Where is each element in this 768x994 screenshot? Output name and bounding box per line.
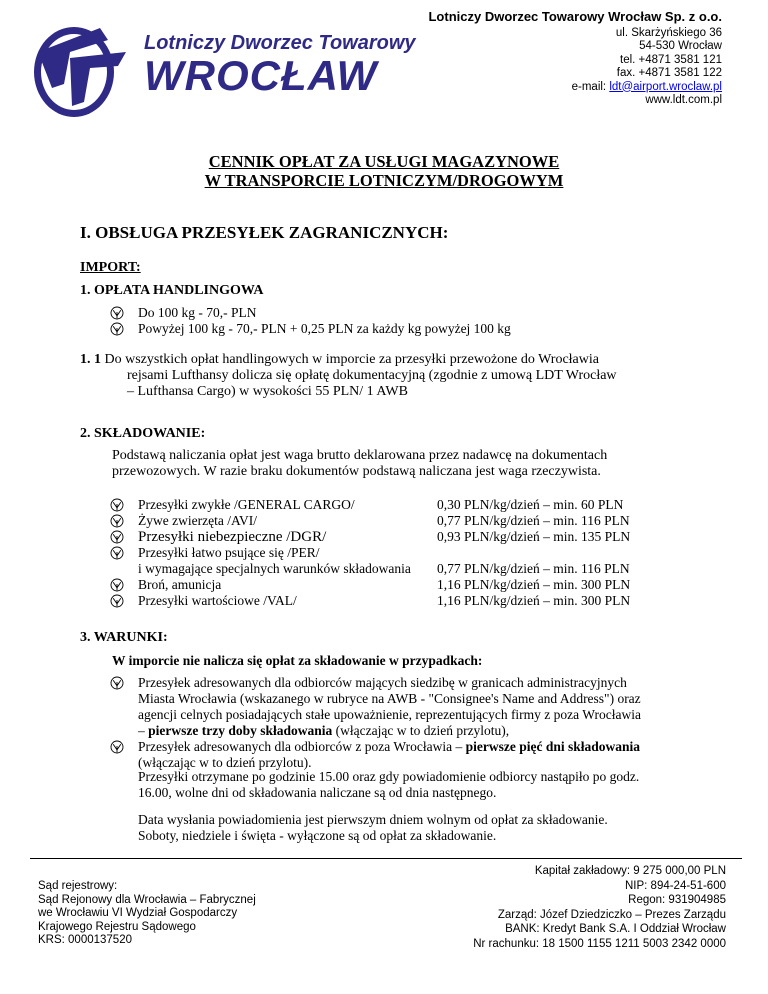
fax: fax. +4871 3581 122 — [616, 67, 722, 79]
website: www.ldt.com.pl — [645, 94, 722, 106]
company-name: Lotniczy Dworzec Towarowy Wrocław Sp. z o.o. — [428, 9, 722, 24]
handling-heading: 1. OPŁATA HANDLINGOWA — [80, 283, 264, 298]
note-1-1-line2: rejsami Lufthansy dolicza się opłatę dokumentacyjną (zgodnie z umową LDT Wrocław — [127, 368, 617, 383]
conditions-para2-line2: Soboty, niedziele i święta - wyłączone są od opłat za składowanie. — [138, 828, 497, 843]
title-line1: CENNIK OPŁAT ZA USŁUGI MAGAZYNOWE — [208, 152, 560, 171]
bullet-icon — [110, 514, 124, 528]
storage-rate: 0,93 PLN/kg/dzień – min. 135 PLN — [437, 529, 631, 544]
address-city: 54-530 Wrocław — [639, 40, 722, 52]
email-link[interactable]: ldt@airport.wroclaw.pl — [609, 80, 722, 93]
conditions-subheading: W imporcie nie nalicza się opłat za składowanie w przypadkach: — [112, 653, 483, 668]
conditions-heading: 3. WARUNKI: — [80, 630, 168, 645]
list-item: Do 100 kg - 70,- PLN — [112, 305, 257, 321]
phone: tel. +4871 3581 121 — [620, 53, 722, 66]
storage-heading: 2. SKŁADOWANIE: — [80, 426, 206, 441]
bullet-icon — [110, 498, 124, 512]
note-number: 1. 1 — [80, 352, 101, 367]
logo-text-line1: Lotniczy Dworzec Towarowy — [144, 32, 416, 54]
list-item: Przesyłek adresowanych dla odbiorców z poza Wrocławia – pierwsze pięć dni składowania — [112, 739, 640, 755]
bold-phrase: pierwsze pięć dni składowania — [465, 739, 640, 754]
storage-intro-line1: Podstawą naliczania opłat jest waga brutto deklarowana przez nadawcę na dokumentach — [112, 448, 608, 463]
list-item: Przesyłki wartościowe /VAL/ — [112, 593, 297, 609]
email-label: e-mail: — [571, 80, 610, 93]
bullet-icon — [110, 594, 124, 608]
bullet-icon — [110, 546, 124, 560]
bullet-icon — [110, 676, 124, 690]
list-item: Przesyłki łatwo psujące się /PER/ — [112, 545, 319, 561]
bold-phrase: pierwsze trzy doby składowania — [148, 723, 333, 738]
storage-rate: 1,16 PLN/kg/dzień – min. 300 PLN — [437, 577, 631, 592]
storage-rate: 0,30 PLN/kg/dzień – min. 60 PLN — [437, 497, 624, 512]
bullet-icon — [110, 578, 124, 592]
conditions-text: Miasta Wrocławia (wskazanego w rubryce na AWB - "Consignee's Name and Address") oraz — [138, 691, 641, 706]
footer-company-info: Kapitał zakładowy: 9 275 000,00 PLN NIP: 894-24-51-600 Regon: 931904985 Zarząd: Józef Dziedziczko – Prezes Zarządu BANK: Kredyt Bank S.A. I Oddział Wrocław Nr rachunku: 18 1500 1155 1211 5003 2342 0000 — [473, 865, 726, 950]
storage-intro-line2: przewozowych. W razie braku dokumentów podstawą naliczana jest waga rzeczywista. — [112, 464, 601, 479]
footer-divider — [30, 858, 742, 859]
list-item: Żywe zwierzęta /AVI/ — [112, 513, 257, 529]
logo-text-line2: WROCŁAW — [144, 52, 378, 99]
list-item: Broń, amunicja — [112, 577, 221, 593]
conditions-para1-line2: 16.00, wolne dni od składowania naliczane są od dnia następnego. — [138, 785, 497, 800]
bullet-icon — [110, 530, 124, 544]
storage-rate: 1,16 PLN/kg/dzień – min. 300 PLN — [437, 593, 631, 608]
footer-registry: Sąd rejestrowy: Sąd Rejonowy dla Wrocławia – Fabrycznej we Wrocławiu VI Wydział Gospodarczy Krajowego Rejestru Sądowego KRS: 0000137520 — [38, 880, 256, 946]
storage-rate: 0,77 PLN/kg/dzień – min. 116 PLN — [437, 513, 630, 528]
list-item: Powyżej 100 kg - 70,- PLN + 0,25 PLN za każdy kg powyżej 100 kg — [112, 321, 511, 337]
bullet-icon — [110, 306, 124, 320]
section-heading: I. OBSŁUGA PRZESYŁEK ZAGRANICZNYCH: — [80, 223, 449, 242]
conditions-text: – pierwsze trzy doby składowania (włączając w to dzień przylotu), — [138, 723, 510, 738]
address-street: ul. Skarżyńskiego 36 — [615, 26, 722, 39]
note-1-1: 1. 1 Do wszystkich opłat handlingowych w imporcie za przesyłki przewożone do Wrocławia — [80, 352, 599, 367]
list-item: Przesyłki zwykłe /GENERAL CARGO/ — [112, 497, 355, 513]
company-contact-block — [428, 10, 722, 108]
list-item: Przesyłek adresowanych dla odbiorców mających siedzibę w granicach administracyjnych — [112, 675, 627, 691]
email-line — [428, 81, 722, 95]
bullet-icon — [110, 322, 124, 336]
conditions-text: agencji celnych posiadających stałe upoważnienie, reprezentujących firmy z poza Wrocławia — [138, 707, 641, 722]
conditions-text: (włączając w to dzień przylotu). — [138, 755, 312, 770]
title-line2: W TRANSPORCIE LOTNICZYM/DROGOWYM — [204, 171, 564, 190]
conditions-para2-line1: Data wysłania powiadomienia jest pierwszym dniem wolnym od opłat za składowanie. — [138, 812, 608, 827]
company-logo — [30, 22, 416, 122]
storage-rate: 0,77 PLN/kg/dzień – min. 116 PLN — [437, 561, 630, 576]
conditions-para1-line1: Przesyłki otrzymane po godzinie 15.00 oraz gdy powiadomienie odbiorcy nastąpiło po godz. — [138, 769, 640, 784]
bullet-icon — [110, 740, 124, 754]
document-title — [0, 152, 768, 190]
storage-item-continuation: i wymagające specjalnych warunków składowania — [138, 561, 411, 576]
import-label: IMPORT: — [80, 260, 141, 275]
list-item: Przesyłki niebezpieczne /DGR/ — [112, 529, 326, 545]
note-1-1-line3: – Lufthansa Cargo) w wysokości 55 PLN/ 1 AWB — [127, 384, 408, 399]
